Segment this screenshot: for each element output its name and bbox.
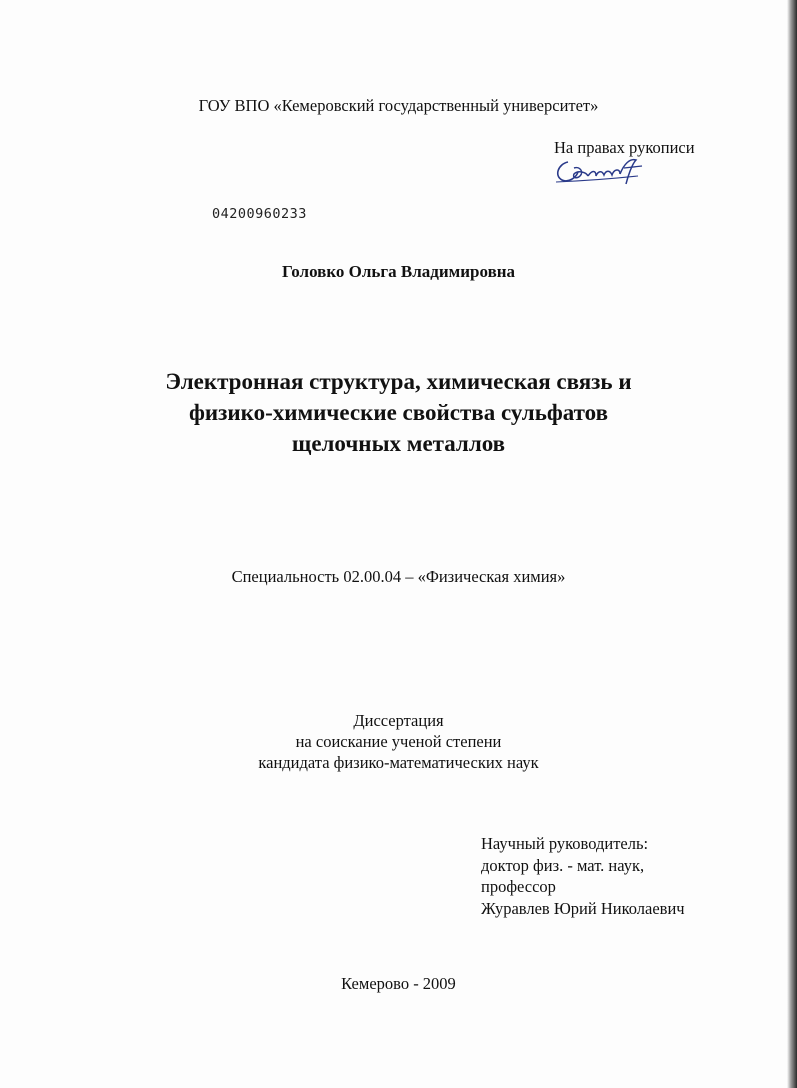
author-name: Головко Ольга Владимировна xyxy=(281,262,516,281)
dissertation-line: на соискание ученой степени xyxy=(295,732,502,751)
title-line: физико-химические свойства сульфатов xyxy=(188,400,609,425)
university-name: ГОУ ВПО «Кемеровский государственный университет» xyxy=(198,96,599,115)
supervisor-line: профессор xyxy=(481,877,556,896)
dissertation-title xyxy=(0,366,797,459)
scan-edge xyxy=(787,0,797,1088)
catalog-number: 04200960233 xyxy=(212,206,307,222)
supervisor-line: Научный руководитель: xyxy=(481,834,649,853)
handwritten-signature xyxy=(550,154,650,188)
supervisor-line: доктор физ. - мат. наук, xyxy=(481,855,645,875)
title-line: Электронная структура, химическая связь и xyxy=(165,369,632,394)
rights-note: На правах рукописи xyxy=(554,138,695,157)
city-year: Кемерово - 2009 xyxy=(341,974,456,993)
supervisor-block xyxy=(481,833,685,919)
dissertation-type xyxy=(0,710,797,773)
title-line: щелочных металлов xyxy=(291,431,506,456)
supervisor-line: Журавлев Юрий Николаевич xyxy=(481,898,685,918)
specialty: Специальность 02.00.04 – «Физическая химия» xyxy=(231,567,566,586)
dissertation-line: кандидата физико-математических наук xyxy=(258,753,539,772)
dissertation-line: Диссертация xyxy=(353,711,444,730)
